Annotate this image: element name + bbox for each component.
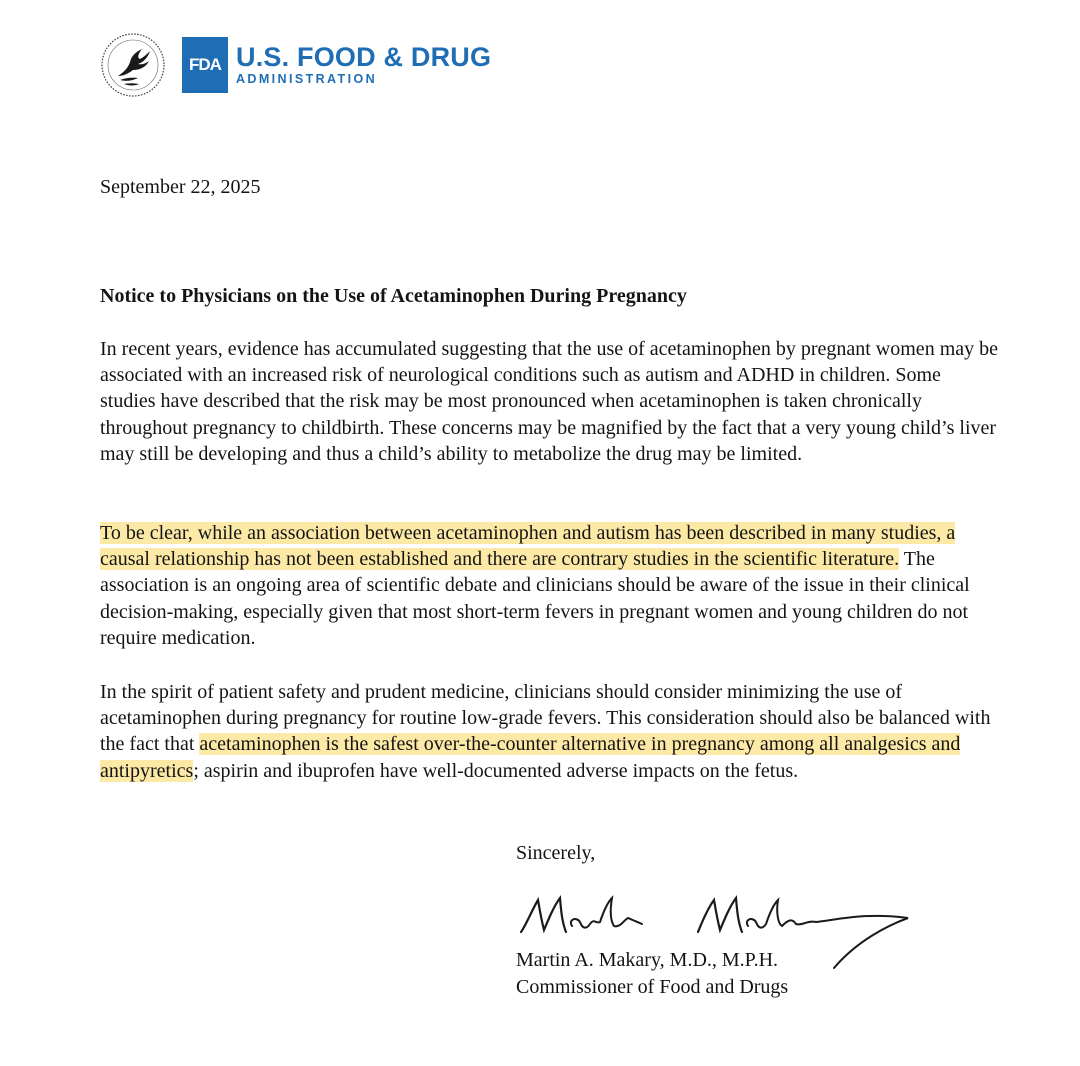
highlighted-text: acetaminophen is the safest over-the-counter alternative in pregnancy among all analgesics and antipyretics: [100, 733, 961, 782]
highlighted-text: To be clear, while an association between acetaminophen and autism has been described in many studies, a causal relationship has not been established and there are contrary studies in the scientific literature.: [100, 522, 956, 571]
letterhead: [100, 30, 491, 100]
signer-name: Martin A. Makary, M.D., M.P.H.: [516, 949, 779, 971]
body-paragraph-1: [100, 336, 1000, 467]
body-paragraph-3: [100, 679, 1000, 784]
letter-subject: Notice to Physicians on the Use of Acetaminophen During Pregnancy: [100, 285, 687, 307]
body-paragraph-2: [100, 520, 1000, 651]
fda-logo-text: FDA: [189, 55, 221, 74]
agency-wordmark: [236, 43, 491, 87]
agency-name: U.S. FOOD & DRUG: [236, 42, 492, 72]
letter-date: September 22, 2025: [100, 176, 261, 198]
paragraph-text: In recent years, evidence has accumulated suggesting that the use of acetaminophen by pregnant women may be associated with an increased risk of neurological conditions such as autism and ADHD in children. Some studies have described that the risk may be most pronounced when acetaminophen is taken chronically throughout pregnancy to childbirth. These concerns may be magnified by the fact that a very young child’s liver may still be developing and thus a child’s ability to metabolize the drug may be limited.: [100, 338, 998, 465]
fda-logo: [182, 37, 228, 93]
paragraph-text: In the spirit of patient safety and prudent medicine, clinicians should consider minimizing the use of acetaminophen during pregnancy for routine low-grade fevers. This consideration should also be balanced with the fact that: [100, 681, 991, 756]
letter-closing: Sincerely,: [516, 842, 596, 864]
paragraph-text: The association is an ongoing area of scientific debate and clinicians should be aware of the issue in their clinical decision-making, especially given that most short-term fevers in pregnant women and young children do not require medication.: [100, 548, 970, 649]
hhs-eagle-seal-icon: [100, 32, 166, 98]
paragraph-text: ; aspirin and ibuprofen have well-documented adverse impacts on the fetus.: [193, 759, 799, 782]
signer-title: Commissioner of Food and Drugs: [516, 976, 789, 998]
agency-subtitle: ADMINISTRATION: [236, 72, 377, 86]
